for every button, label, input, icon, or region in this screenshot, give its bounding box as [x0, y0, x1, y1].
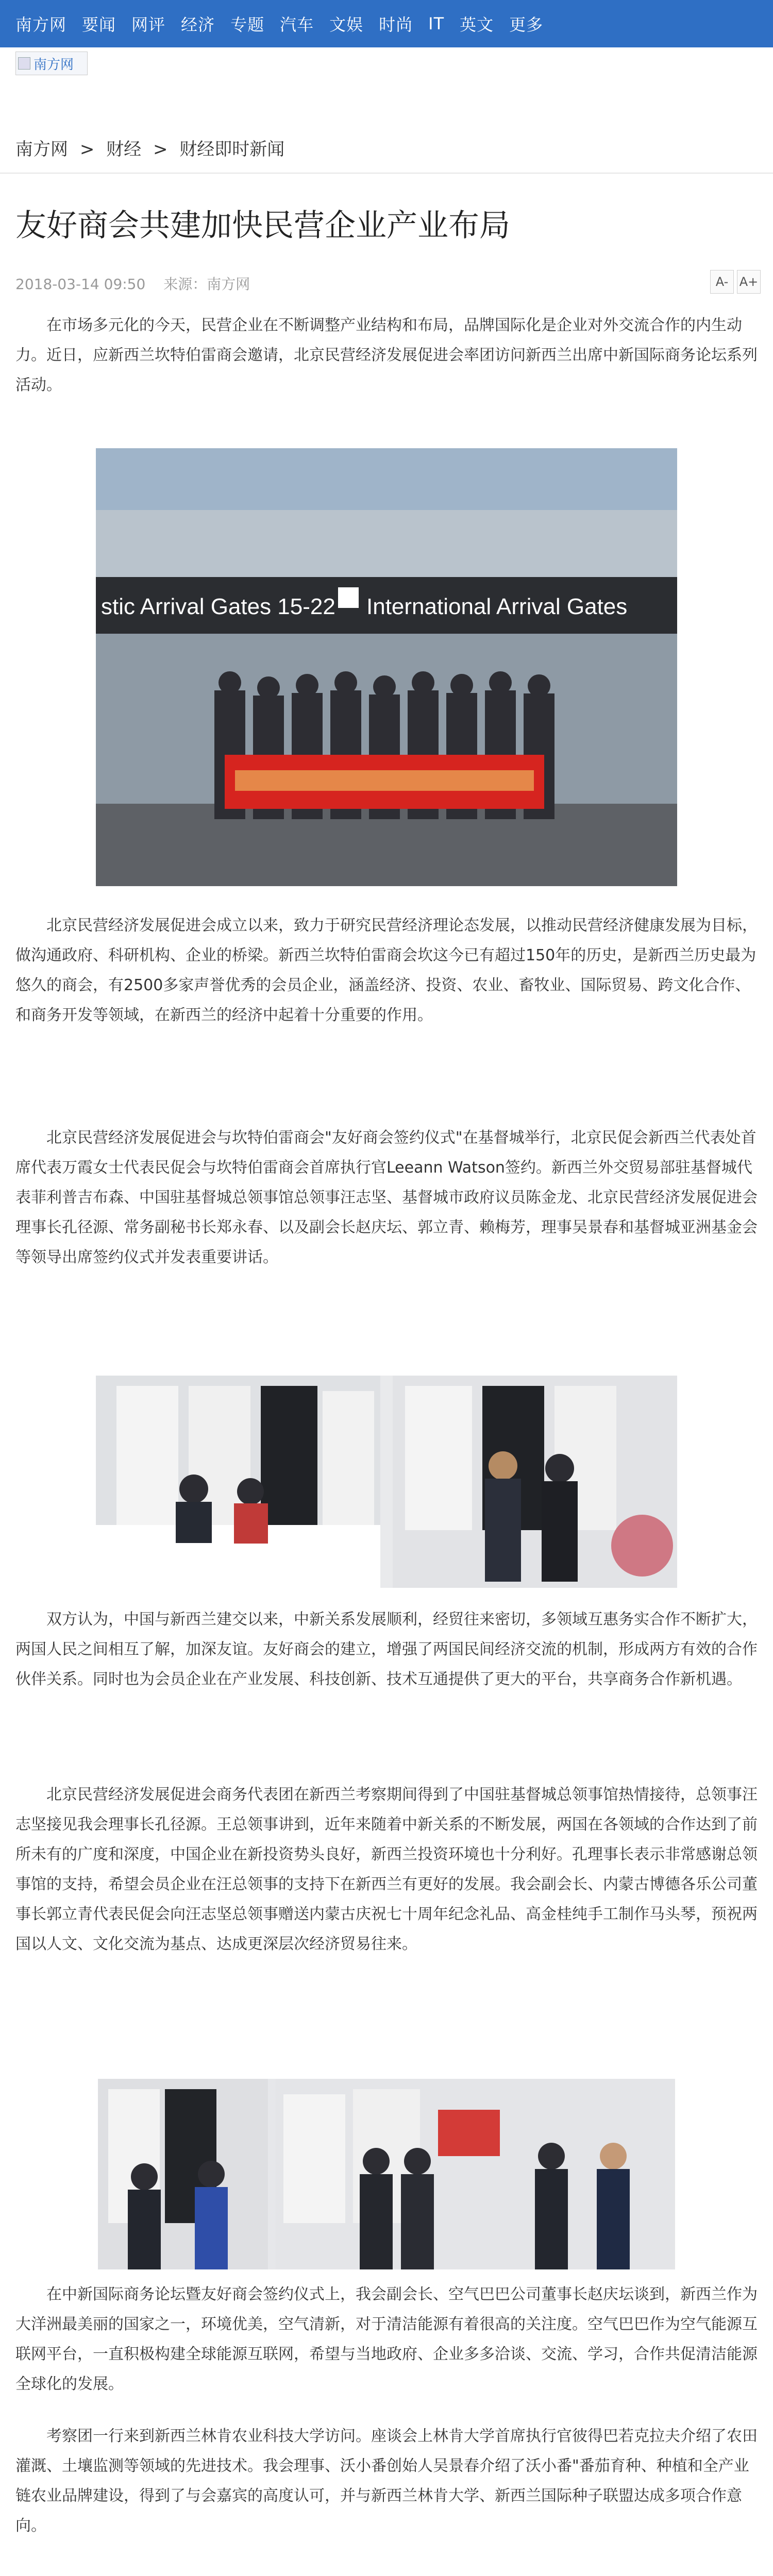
- nav-item-it[interactable]: IT: [428, 14, 445, 33]
- site-logo-text: 南方网: [33, 57, 74, 73]
- gate-sign-left: stic Arrival Gates 15-22: [101, 594, 335, 619]
- article-photo-gift-presentation: [98, 2079, 675, 2269]
- article-title: 友好商会共建加快民营企业产业布局: [15, 208, 510, 244]
- nav-item-topics[interactable]: 专题: [230, 15, 265, 35]
- nav-item-more[interactable]: 更多: [509, 15, 544, 35]
- divider: [0, 173, 773, 174]
- nav-item-economy[interactable]: 经济: [181, 15, 215, 35]
- breadcrumb-separator: >: [79, 139, 95, 160]
- breadcrumb-home[interactable]: 南方网: [15, 139, 68, 160]
- article-paragraph: 北京民营经济发展促进会成立以来，致力于研究民营经济理论态发展，以推动民营经济健康发展为目标，做沟通政府、科研机构、企业的桥梁。新西兰坎特伯雷商会坎这今已有超过150年的历史，是新西兰历史最为悠久的商会，有2500多家声誉优秀的会员企业，涵盖经济、投资、农业、畜牧业、国际贸易、跨文化合作、和商务开发等领域，在新西兰的经济中起着十分重要的作用。: [15, 917, 758, 1024]
- article-source: 来源：南方网: [163, 276, 250, 293]
- nav-item-entertainment[interactable]: 文娱: [329, 15, 364, 35]
- top-nav: [0, 0, 773, 47]
- publish-date: 2018-03-14 09:50: [15, 276, 146, 293]
- gate-sign-right: International Arrival Gates: [366, 594, 628, 619]
- nav-item-comment[interactable]: 网评: [131, 15, 166, 35]
- article-photo-airport-group: [96, 448, 677, 886]
- article-photo-signing-ceremony: [96, 1376, 677, 1588]
- broken-image-icon: [18, 57, 30, 70]
- nav-item-news[interactable]: 要闻: [82, 15, 116, 35]
- breadcrumb-separator: >: [153, 139, 168, 160]
- breadcrumb: [15, 135, 291, 160]
- site-logo[interactable]: [15, 52, 88, 75]
- breadcrumb-current[interactable]: 财经即时新闻: [179, 139, 285, 160]
- article-meta: [15, 273, 263, 294]
- article-paragraph: 北京民营经济发展促进会与坎特伯雷商会"友好商会签约仪式"在基督城举行，北京民促会新西兰代表处首席代表万霞女士代表民促会与坎特伯雷商会首席执行官Leeann Watson签约。新西兰外交贸易部驻基督城代表菲利普吉布森、中国驻基督城总领事馆总领事汪志坚、基督城市政府议员陈金龙、北京民营经济发展促进会理事长孔径源、常务副秘书长郑永春、以及副会长赵庆坛、郭立青、赖梅芳，理事吴景春和基督城亚洲基金会等领导出席签约仪式并发表重要讲话。: [15, 1129, 758, 1266]
- logo-strip: [0, 47, 773, 117]
- article-paragraph: 在中新国际商务论坛暨友好商会签约仪式上，我会副会长、空气巴巴公司董事长赵庆坛谈到，新西兰作为大洋洲最美丽的国家之一，环境优美，空气清新，对于清洁能源有着很高的关注度。空气巴巴作为空气能源互联网平台，一直积极构建全球能源互联网，希望与当地政府、企业多多洽谈、交流、学习，合作共促清洁能源全球化的发展。: [15, 2285, 758, 2393]
- nav-item-fashion[interactable]: 时尚: [379, 15, 413, 35]
- breadcrumb-section[interactable]: 财经: [106, 139, 142, 160]
- font-increase-button[interactable]: A+: [737, 270, 761, 294]
- article-paragraph: 北京民营经济发展促进会商务代表团在新西兰考察期间得到了中国驻基督城总领事馆热情接待，总领事汪志坚接见我会理事长孔径源。王总领事讲到，近年来随着中新关系的不断发展，两国在各领域的合作达到了前所未有的广度和深度，中国企业在新投资势头良好，新西兰投资环境也十分利好。孔理事长表示非常感谢总领事馆的支持，希望会员企业在汪总领事的支持下在新西兰有更好的发展。我会副会长、内蒙古博德各乐公司董事长郭立青代表民促会向汪志坚总领事赠送内蒙古庆祝七十周年纪念礼品、高金桂纯手工制作马头琴，预祝两国以人文、文化交流为基点、达成更深层次经济贸易往来。: [15, 1786, 758, 1953]
- nav-item-english[interactable]: 英文: [460, 15, 494, 35]
- article-paragraph: 在市场多元化的今天，民营企业在不断调整产业结构和布局，品牌国际化是企业对外交流合作的内生动力。近日，应新西兰坎特伯雷商会邀请，北京民营经济发展促进会率团访问新西兰出席中新国际商务论坛系列活动。: [15, 316, 758, 394]
- font-decrease-button[interactable]: A-: [710, 270, 734, 294]
- nav-item-auto[interactable]: 汽车: [280, 15, 314, 35]
- article-paragraph: 双方认为，中国与新西兰建交以来，中新关系发展顺利，经贸往来密切，多领域互惠务实合作不断扩大，两国人民之间相互了解，加深友谊。友好商会的建立，增强了两国民间经济交流的机制，形成两方有效的合作伙伴关系。同时也为会员企业在产业发展、科技创新、技术互通提供了更大的平台，共享商务合作新机遇。: [15, 1611, 758, 1688]
- nav-item-home[interactable]: 南方网: [15, 15, 67, 35]
- article-paragraph: 考察团一行来到新西兰林肯农业科技大学访问。座谈会上林肯大学首席执行官彼得巴若克拉夫介绍了农田灌溉、土壤监测等领域的先进技术。我会理事、沃小番创始人吴景春介绍了沃小番"番茄育种、种植和全产业链农业品牌建设，得到了与会嘉宾的高度认可，并与新西兰林肯大学、新西兰国际种子联盟达成多项合作意向。: [15, 2427, 758, 2535]
